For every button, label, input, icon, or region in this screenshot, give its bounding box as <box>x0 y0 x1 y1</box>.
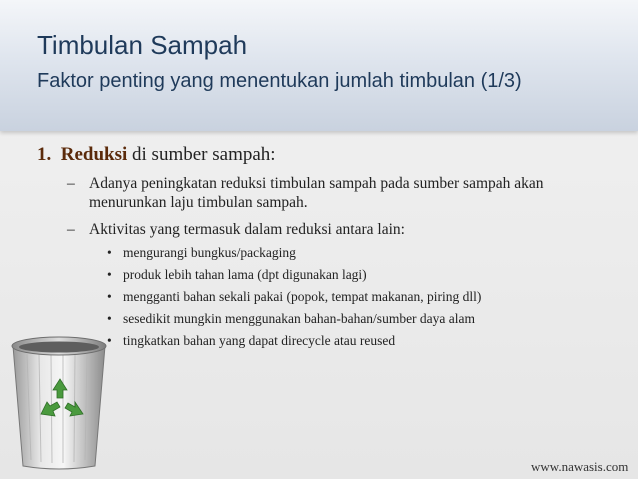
list-item <box>107 330 617 352</box>
sub-point <box>67 220 617 239</box>
list-item <box>107 264 617 286</box>
bullet-glyph: • <box>107 245 112 260</box>
sub-point <box>67 174 617 212</box>
slide-header <box>0 0 638 131</box>
bullet-list <box>37 242 617 352</box>
bullet-glyph: • <box>107 333 112 348</box>
slide-subtitle: Faktor penting yang menentukan jumlah timbulan (1/3) <box>37 70 522 92</box>
list-item <box>107 286 617 308</box>
list-item-text: mengganti bahan sekali pakai (popok, tempat makanan, piring dll) <box>123 289 482 304</box>
main-point-number: 1. <box>37 144 52 165</box>
main-point-text: di sumber sampah: <box>127 144 276 165</box>
bullet-glyph: • <box>107 289 112 304</box>
recycle-bin-icon <box>3 332 115 472</box>
slide-content <box>37 144 617 352</box>
bullet-glyph: • <box>107 267 112 282</box>
slide-title: Timbulan Sampah <box>37 30 248 60</box>
sub-point-text: Adanya peningkatan reduksi timbulan sampah pada sumber sampah akan menurunkan laju timbulan sampah. <box>89 175 544 211</box>
list-item <box>107 308 617 330</box>
list-item-text: mengurangi bungkus/packaging <box>123 245 296 260</box>
list-item-text: produk lebih tahan lama (dpt digunakan lagi) <box>123 267 367 282</box>
list-item-text: sesedikit mungkin menggunakan bahan-bahan/sumber daya alam <box>123 311 476 326</box>
main-point-term: Reduksi <box>60 144 128 165</box>
list-item-text: tingkatkan bahan yang dapat direcycle atau reused <box>123 333 396 348</box>
sub-point-dash: – <box>67 175 75 192</box>
bullet-glyph: • <box>107 311 112 326</box>
sub-point-text: Aktivitas yang termasuk dalam reduksi antara lain: <box>89 221 405 238</box>
main-point <box>37 144 617 166</box>
sub-point-dash: – <box>67 221 75 238</box>
watermark: www.nawasis.com <box>531 459 629 474</box>
list-item <box>107 242 617 264</box>
